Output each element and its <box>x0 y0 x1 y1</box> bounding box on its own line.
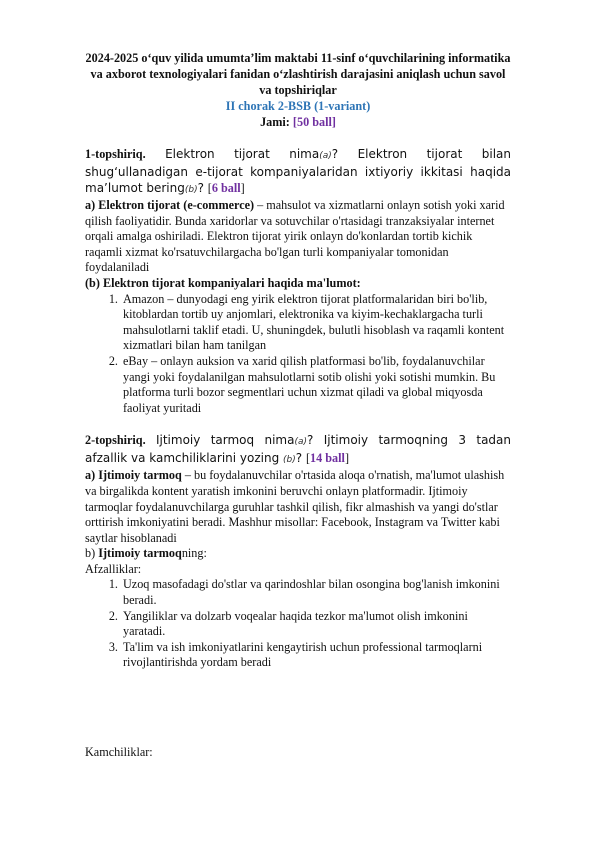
task1-points: [6 ball] <box>207 181 245 195</box>
task1-company-list <box>85 292 511 417</box>
list-item: 3. Ta'lim va ish imkoniyatlarini kengaytirish uchun professional tarmoqlarni rivojlantirishda yordam beradi <box>121 640 511 671</box>
disadvantages-label: Kamchiliklar: <box>85 745 153 760</box>
advantages-label: Afzalliklar: <box>85 561 142 576</box>
task2-a-text: – bu foydalanuvchilar o'rtasida aloqa o'rnatish, ma'lumot ulashish va birgalikda kontent yaratish imkonini beruvchi onlayn platformadir. Ijtimoiy tarmoqlar foydalanuvchilarga guruhlar tashkil qilish, fikr almashish va yangi do'stlar orttirish imkoniyatini beradi. Mashhur misollar: Facebook, Instagram va Twitter kabi saytlar hisoblanadi <box>85 468 505 545</box>
total-points: [50 ball] <box>292 115 336 129</box>
task1-a-heading: a) Elektron tijorat (e-commerce) <box>85 198 255 212</box>
list-item: 2. Yangiliklar va dolzarb voqealar haqida tezkor ma'lumot olish imkonini yaratadi. <box>121 609 511 640</box>
task1-var-a: (a) <box>319 151 332 161</box>
document-subtitle: II chorak 2-BSB (1-variant) <box>225 99 371 113</box>
list-item: 2. eBay – onlayn auksion va xarid qilish platformasi bo'lib, foydalanuvchilar yangi yoki foydalanilgan mahsulotlarni sotib olishi yoki sotishi mumkin. Bu platforma turli bozor segmentlari uchun xizmat qiladi va global miqyosda faoliyat yuritadi <box>121 354 511 416</box>
total-points-line <box>85 114 511 130</box>
advantages-list <box>85 577 511 671</box>
task2-b-heading: Ijtimoiy tarmoq <box>98 546 182 561</box>
task1-question-end: ? <box>197 181 204 195</box>
task1-var-b: (b) <box>184 185 198 195</box>
task2-number: 2-topshiriq. <box>85 433 146 448</box>
task1-question-b: ? Elektron tijorat bilan shug‘ullanadigan e-tijorat kompaniyalaridan ixtiyoriy ikkitasi haqida ma’lumot bering <box>85 147 511 195</box>
task2-question-end: ? <box>295 451 303 466</box>
task2-question-b: ? Ijtimoiy tarmoqning 3 tadan afzallik va kamchiliklarini yozing <box>85 433 511 466</box>
task1-number: 1-topshiriq. <box>85 147 146 161</box>
task2-var-a: (a) <box>294 437 307 448</box>
document-page <box>85 50 511 761</box>
task2-var-b: (b) <box>283 455 296 466</box>
list-item: 1. Amazon – dunyodagi eng yirik elektron tijorat platformalaridan biri bo'lib, kitoblardan tortib uy anjomlari, elektronika va kiyim-kechaklargacha turli mahsulotlarni taklif etadi. U, shuningdek, bulutli hisoblash va raqamli kontent xizmatlari bilan ham tanilgan <box>121 292 511 354</box>
task1-a-text: – mahsulot va xizmatlarni onlayn sotish yoki xarid qilish faoliyatidir. Bunda xaridorlar va sotuvchilar o'rtasidagi tranzaksiyalar internet orqali amalga oshiriladi. Elektron tijorat yirik onlayn do'konlardan tortib kichik raqamli xizmat ko'rsatuvchilargacha bo'lgan turli kompaniyalar tomonidan foydalaniladi <box>85 198 505 275</box>
task2-a-heading: a) Ijtimoiy tarmoq <box>85 468 182 483</box>
task1-question <box>85 146 511 198</box>
task2-answer-a <box>85 468 511 546</box>
task2-question-a: Ijtimoiy tarmoq nima <box>145 433 295 448</box>
document-title: 2024-2025 o‘quv yilida umumta’lim maktabi 11-sinf o‘quvchilarining informatika va axborot texnologiyalari fanidan o‘zlashtirish darajasini aniqlash uchun savol va topshiriqlar <box>85 51 511 97</box>
task2-b-line: b) Ijtimoiy tarmoqning: <box>85 546 207 561</box>
list-item: 1. Uzoq masofadagi do'stlar va qarindoshlar bilan osongina bog'lanish imkonini beradi. <box>121 577 511 608</box>
task1-b-heading: (b) Elektron tijorat kompaniyalari haqida ma'lumot: <box>85 275 361 290</box>
total-label: Jami: <box>260 115 290 129</box>
task1-question-a: Elektron tijorat nima <box>165 147 320 161</box>
task1-answer-a <box>85 198 511 276</box>
task2-question <box>85 432 511 468</box>
task2-points: [14 ball] <box>305 451 349 466</box>
